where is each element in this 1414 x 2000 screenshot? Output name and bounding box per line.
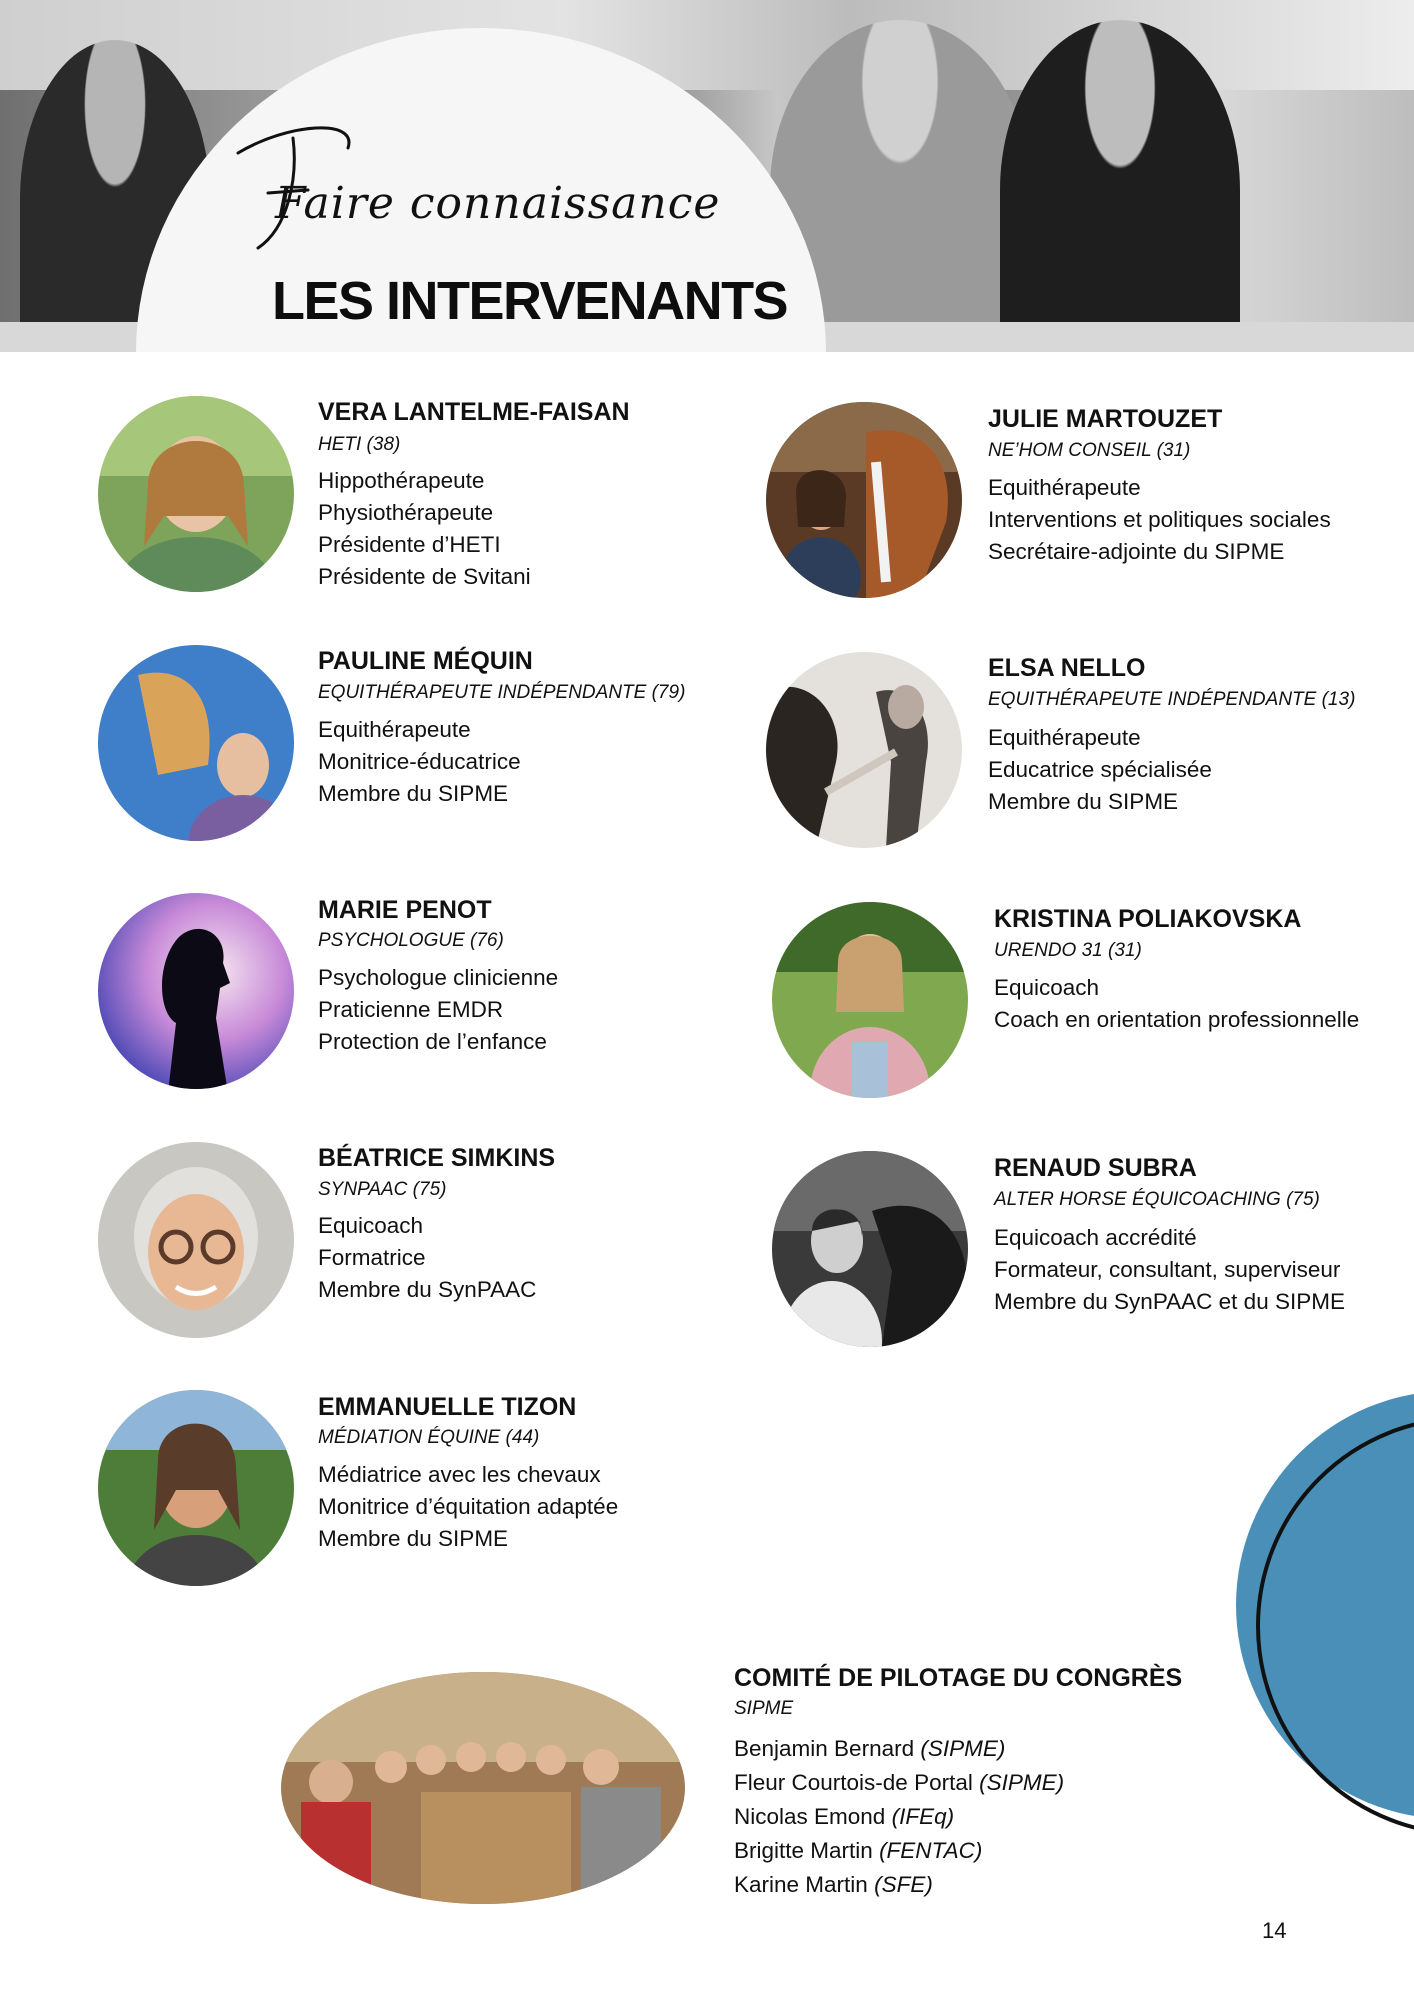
header-banner — [0, 0, 1414, 352]
page-title: LES INTERVENANTS — [272, 271, 788, 331]
speaker-organization: URENDO 31 (31) — [994, 940, 1142, 961]
speaker-role: Formatrice — [318, 1245, 426, 1270]
speaker-roles — [318, 465, 531, 593]
member-name: Benjamin Bernard — [734, 1736, 915, 1761]
speaker-role: Membre du SIPME — [318, 781, 509, 806]
speaker-organization: NE’HOM CONSEIL (31) — [988, 440, 1191, 461]
speaker-role: Equithérapeute — [988, 475, 1141, 500]
member-affiliation: (IFEq) — [891, 1804, 955, 1829]
speaker-organization: ALTER HORSE ÉQUICOACHING (75) — [994, 1189, 1320, 1210]
speaker-roles — [318, 714, 521, 810]
script-title: Faire connaissance — [275, 178, 721, 229]
committee-title: COMITÉ DE PILOTAGE DU CONGRÈS — [734, 1664, 1183, 1692]
speaker-role: Formateur, consultant, superviseur — [994, 1257, 1341, 1282]
speaker-role: Equithérapeute — [988, 725, 1141, 750]
speaker-name: RENAUD SUBRA — [994, 1154, 1197, 1182]
speaker-photo — [766, 652, 962, 848]
speaker-role: Présidente de Svitani — [318, 564, 531, 589]
committee-organization: SIPME — [734, 1698, 794, 1719]
speaker-roles — [994, 1222, 1345, 1318]
committee-member — [734, 1800, 1064, 1834]
speaker-roles — [318, 1210, 536, 1306]
member-name: Brigitte Martin — [734, 1838, 873, 1863]
committee-members — [734, 1732, 1064, 1902]
speaker-roles — [994, 972, 1359, 1036]
member-affiliation: (SIPME) — [920, 1736, 1006, 1761]
speaker-name: EMMANUELLE TIZON — [318, 1393, 577, 1421]
speaker-role: Présidente d’HETI — [318, 532, 501, 557]
speaker-name: BÉATRICE SIMKINS — [318, 1144, 556, 1172]
speaker-name: KRISTINA POLIAKOVSKA — [994, 905, 1302, 933]
decorative-circle — [1230, 1390, 1414, 1830]
speaker-organization: EQUITHÉRAPEUTE INDÉPENDANTE (13) — [988, 689, 1356, 710]
page-number: 14 — [1262, 1918, 1287, 1943]
speaker-roles — [318, 1459, 618, 1555]
speaker-organization: PSYCHOLOGUE (76) — [318, 930, 504, 951]
speaker-role: Psychologue clinicienne — [318, 965, 559, 990]
speaker-role: Coach en orientation professionnelle — [994, 1007, 1360, 1032]
speaker-organization: HETI (38) — [318, 434, 401, 455]
committee-member — [734, 1834, 1064, 1868]
speaker-organization: EQUITHÉRAPEUTE INDÉPENDANTE (79) — [318, 682, 686, 703]
speaker-role: Equicoach — [994, 975, 1100, 1000]
speaker-role: Physiothérapeute — [318, 500, 494, 525]
speaker-role: Praticienne EMDR — [318, 997, 504, 1022]
member-name: Fleur Courtois-de Portal — [734, 1770, 973, 1795]
member-affiliation: (SIPME) — [979, 1770, 1065, 1795]
speaker-role: Membre du SynPAAC et du SIPME — [994, 1289, 1345, 1314]
speaker-role: Membre du SIPME — [988, 789, 1179, 814]
speaker-name: ELSA NELLO — [988, 654, 1146, 682]
speaker-role: Membre du SynPAAC — [318, 1277, 537, 1302]
speaker-role: Educatrice spécialisée — [988, 757, 1212, 782]
speaker-role: Equicoach accrédité — [994, 1225, 1197, 1250]
speaker-roles — [988, 722, 1212, 818]
speaker-roles — [988, 472, 1331, 568]
member-name: Nicolas Emond — [734, 1804, 886, 1829]
speaker-photo — [98, 1142, 294, 1338]
committee-photo — [281, 1672, 685, 1904]
speaker-role: Equicoach — [318, 1213, 424, 1238]
speaker-photo — [98, 396, 294, 592]
speaker-name: JULIE MARTOUZET — [988, 405, 1223, 433]
speaker-role: Secrétaire-adjointe du SIPME — [988, 539, 1285, 564]
speaker-photo — [98, 1390, 294, 1586]
committee-member — [734, 1732, 1064, 1766]
speaker-organization: MÉDIATION ÉQUINE (44) — [318, 1427, 540, 1448]
speaker-name: PAULINE MÉQUIN — [318, 647, 533, 675]
speaker-role: Monitrice d’équitation adaptée — [318, 1494, 619, 1519]
committee-member — [734, 1766, 1064, 1800]
speaker-roles — [318, 962, 558, 1058]
speaker-photo — [98, 893, 294, 1089]
speaker-organization: SYNPAAC (75) — [318, 1179, 447, 1200]
speaker-role: Membre du SIPME — [318, 1526, 509, 1551]
speaker-name: MARIE PENOT — [318, 896, 492, 924]
speaker-role: Médiatrice avec les chevaux — [318, 1462, 601, 1487]
speaker-role: Protection de l’enfance — [318, 1029, 547, 1054]
speaker-name: VERA LANTELME-FAISAN — [318, 398, 630, 426]
header-photo-person — [1000, 20, 1240, 352]
member-affiliation: (SFE) — [874, 1872, 933, 1897]
speaker-photo — [772, 902, 968, 1098]
speaker-photo — [766, 402, 962, 598]
member-affiliation: (FENTAC) — [879, 1838, 983, 1863]
speaker-role: Equithérapeute — [318, 717, 471, 742]
committee-member — [734, 1868, 1064, 1902]
speaker-role: Hippothérapeute — [318, 468, 485, 493]
speaker-role: Interventions et politiques sociales — [988, 507, 1331, 532]
member-name: Karine Martin — [734, 1872, 868, 1897]
speaker-photo — [98, 645, 294, 841]
speaker-photo — [772, 1151, 968, 1347]
speaker-role: Monitrice-éducatrice — [318, 749, 521, 774]
